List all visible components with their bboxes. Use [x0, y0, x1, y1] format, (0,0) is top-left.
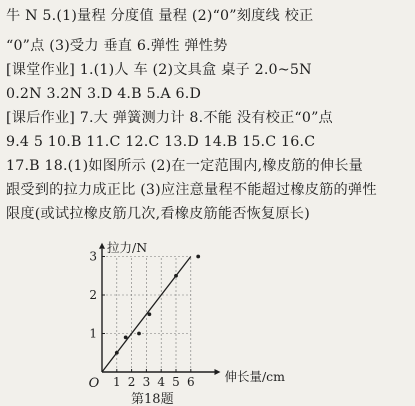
figure-caption: 第18题 [131, 392, 174, 406]
x-axis-arrow [214, 369, 220, 375]
x-tick-label: 2 [127, 375, 136, 389]
answer-line: 跟受到的拉力成正比 (3)应注意量程不能超过橡皮筋的弹性 [6, 182, 377, 198]
answer-line: [课堂作业] 1.(1)人 车 (2)文具盒 桌子 2.0~5N [6, 62, 312, 78]
origin-label: O [88, 376, 100, 391]
x-tick-label: 1 [112, 375, 121, 389]
data-point [147, 312, 151, 316]
data-point [124, 335, 128, 339]
answer-line: [课后作业] 7.大 弹簧测力计 8.不能 没有校正“0”点 [6, 110, 333, 126]
answer-line: 9.4 5 10.B 11.C 12.C 13.D 14.B 15.C 16.C [6, 134, 316, 150]
data-point [137, 332, 141, 336]
y-axis-label: 拉力/N [107, 239, 148, 255]
y-tick-label: 1 [89, 326, 97, 341]
x-tick-label: 3 [142, 375, 151, 389]
x-tick-label: 6 [186, 375, 195, 389]
y-tick-label: 3 [89, 249, 97, 264]
x-tick-label: 5 [172, 375, 180, 389]
answer-line: 牛 N 5.(1)量程 分度值 量程 (2)“0”刻度线 校正 [6, 8, 314, 24]
answer-line: 限度(或试拉橡皮筋几次,看橡皮筋能否恢复原长) [6, 206, 310, 222]
force-extension-chart [88, 239, 330, 406]
data-point [115, 351, 119, 355]
data-point [196, 255, 200, 259]
y-tick-label: 2 [89, 288, 97, 302]
answer-line: 0.2N 3.2N 3.D 4.B 5.A 6.D [6, 86, 202, 102]
answer-line: 17.B 18.(1)如图所示 (2)在一定范围内,橡皮筋的伸长量 [6, 158, 364, 174]
x-axis-label: 伸长量/cm [224, 369, 286, 384]
force-extension-figure [88, 239, 330, 406]
y-axis-arrow [99, 243, 105, 249]
answer-line: “0”点 (3)受力 垂直 6.弹性 弹性势 [6, 38, 228, 54]
data-point [174, 274, 178, 278]
x-tick-label: 4 [157, 375, 166, 389]
